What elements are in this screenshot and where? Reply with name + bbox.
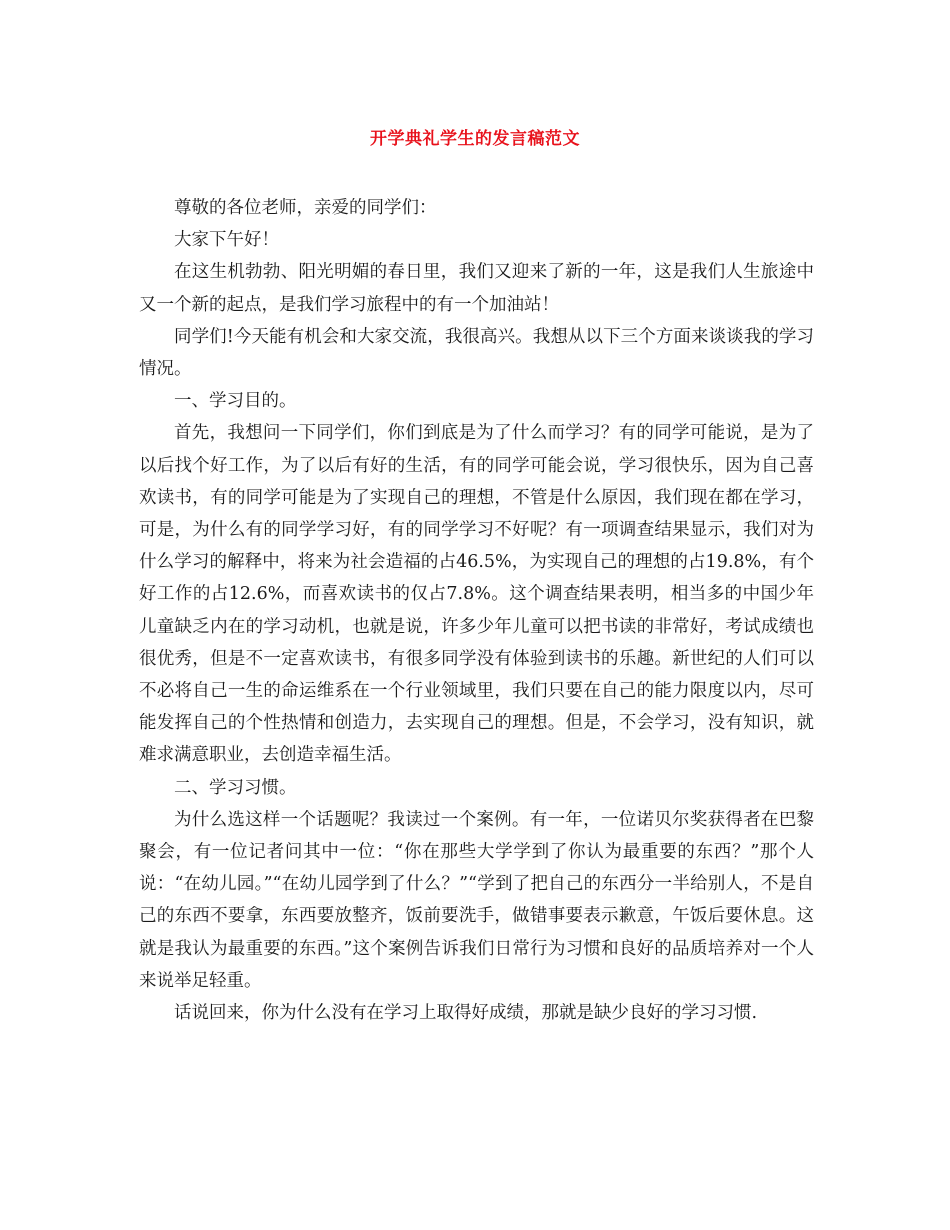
paragraph-greeting: 大家下午好！	[174, 230, 279, 251]
paragraph-salutation: 尊敬的各位老师，亲爱的同学们：	[174, 198, 437, 218]
paragraph-habits-conclusion: 话说回来，你为什么没有在学习上取得好成绩，那就是缺少良好的学习习惯.	[174, 1003, 758, 1024]
section-heading-purpose: 一、学习目的。	[174, 391, 297, 412]
section-heading-habits: 二、学习习惯。	[174, 777, 297, 798]
paragraph-intro: 在这生机勃勃、阳光明媚的春日里，我们又迎来了新的一年，这是我们人生旅途中又一个新的起点，是我们学习旅程中的有一个加油站！	[139, 262, 814, 315]
paragraph-topic: 同学们!今天能有机会和大家交流，我很高兴。我想从以下三个方面来谈谈我的学习情况。	[139, 326, 814, 380]
paragraph-habits-case: 为什么选这样一个话题呢？我读过一个案例。有一年，一位诺贝尔奖获得者在巴黎聚会，有一位记者问其中一位：“你在那些大学学到了你认为最重要的东西？”那个人说：“在幼儿园。”“在幼儿园学到了什么？”“学到了把自己的东西分一半给别人，不是自己的东西不要拿，东西要放整齐，饭前要洗手，做错事要表示歉意，午饭后要休息。这就是我认为最重要的东西。”这个案例告诉我们日常行为习惯和良好的品质培养对一个人来说举足轻重。	[139, 809, 814, 991]
document-title: 开学典礼学生的发言稿范文	[370, 129, 580, 149]
document-body	[139, 192, 814, 1029]
paragraph-purpose: 首先，我想问一下同学们，你们到底是为了什么而学习？有的同学可能说，是为了以后找个好工作，为了以后有好的生活，有的同学可能会说，学习很快乐，因为自己喜欢读书，有的同学可能是为了实现自己的理想，不管是什么原因，我们现在都在学习，可是，为什么有的同学学习好，有的同学学习不好呢？有一项调查结果显示，我们对为什么学习的解释中，将来为社会造福的占46.5%，为实现自己的理想的占19.8%，有个好工作的占12.6%，而喜欢读书的仅占7.8%。这个调查结果表明，相当多的中国少年儿童缺乏内在的学习动机，也就是说，许多少年儿童可以把书读的非常好，考试成绩也很优秀，但是不一定喜欢读书，有很多同学没有体验到读书的乐趣。新世纪的人们可以不必将自己一生的命运维系在一个行业领域里，我们只要在自己的能力限度以内，尽可能发挥自己的个性热情和创造力，去实现自己的理想。但是，不会学习，没有知识，就难求满意职业，去创造幸福生活。	[139, 423, 814, 766]
